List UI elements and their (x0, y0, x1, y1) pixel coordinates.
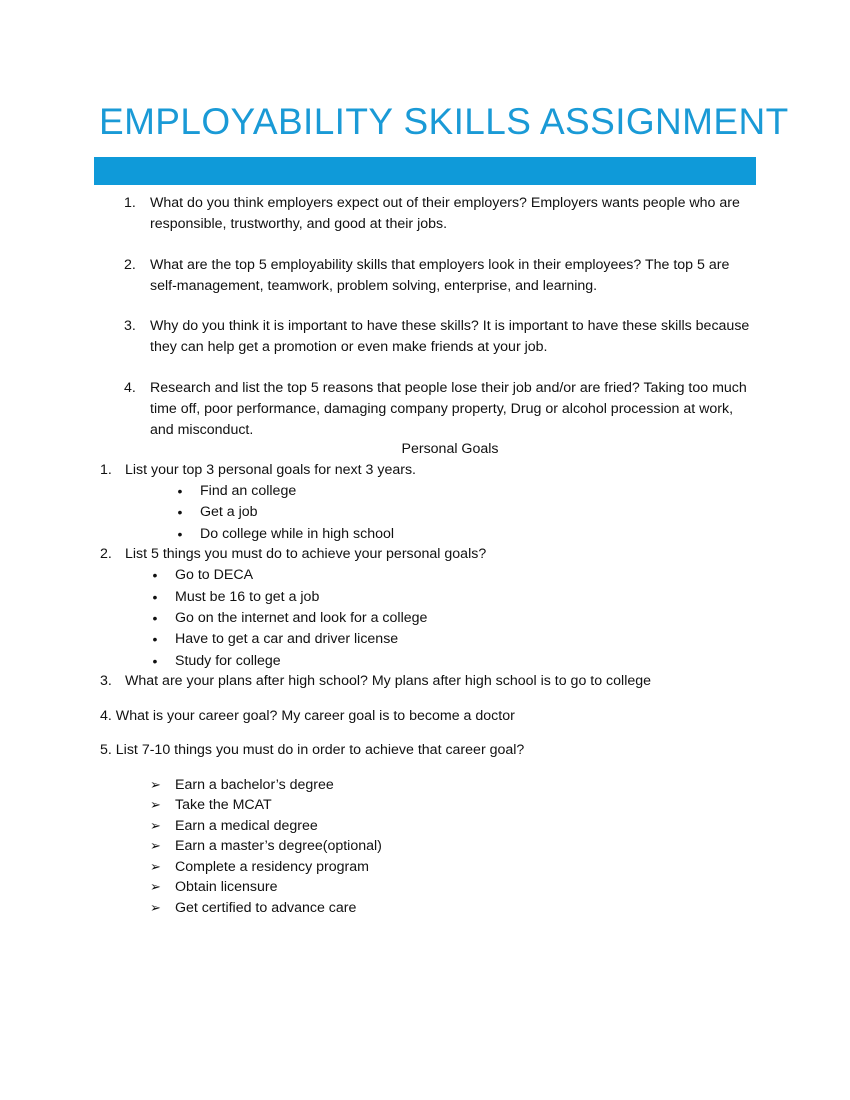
question-2 (124, 255, 754, 297)
bullet-icon: • (152, 567, 158, 583)
bullet-label: Go on the internet and look for a college (175, 610, 428, 626)
arrow-bullet-icon: ➢ (150, 818, 161, 833)
arrow-bullet-icon: ➢ (150, 879, 161, 894)
bullet-label: Get a job (200, 504, 258, 520)
question-text: What are the top 5 employability skills that employers look in their employees? The top 5 are self-management, teamwork, problem solving, enterprise, and learning. (150, 257, 730, 294)
bullet-icon: • (152, 589, 158, 605)
bullet-label: Go to DECA (175, 567, 254, 583)
arrow-bullet-icon: ➢ (150, 859, 161, 874)
bullet-label: Take the MCAT (175, 797, 272, 813)
question-text: What do you think employers expect out of their employers? Employers wants people who are responsible, trustworthy, and good at their jobs. (150, 195, 740, 232)
bullet-label: Obtain licensure (175, 879, 278, 895)
arrow-bullet-icon: ➢ (150, 838, 161, 853)
goal-5-text: List 7-10 things you must do in order to achieve that career goal? (115, 742, 525, 758)
goal-1-number: 1. (100, 462, 112, 478)
bullet-label: Earn a bachelor’s degree (175, 777, 334, 793)
bullet-icon: • (177, 526, 183, 542)
question-text: Research and list the top 5 reasons that people lose their job and/or are fried? Taking too much time off, poor performance, damaging company property, Drug or alcohol procession at work, and misconduct. (150, 380, 747, 438)
arrow-bullet-icon: ➢ (150, 900, 161, 915)
bullet-label: Do college while in high school (200, 526, 395, 542)
title-banner-bar (94, 157, 756, 185)
bullet-label: Get certified to advance care (175, 900, 357, 916)
document-title: EMPLOYABILITY SKILLS ASSIGNMENT (99, 101, 789, 142)
question-number: 1. (124, 195, 136, 211)
bullet-label: Must be 16 to get a job (175, 589, 320, 605)
bullet-icon: • (177, 504, 183, 520)
bullet-label: Earn a medical degree (175, 818, 318, 834)
question-number: 3. (124, 318, 136, 334)
arrow-bullet-icon: ➢ (150, 797, 161, 812)
goal-5 (100, 740, 524, 760)
goal-5-number: 5. (100, 742, 112, 758)
goal-4 (100, 706, 515, 726)
bullet-label: Study for college (175, 653, 281, 669)
bullet-label: Complete a residency program (175, 859, 369, 875)
goal-2-text: List 5 things you must do to achieve your personal goals? (125, 546, 487, 562)
bullet-label: Have to get a car and driver license (175, 631, 399, 647)
question-text: Why do you think it is important to have these skills? It is important to have these skills because they can help get a promotion or even make friends at your job. (150, 318, 750, 355)
bullet-label: Earn a master’s degree(optional) (175, 838, 382, 854)
bullet-icon: • (152, 631, 158, 647)
bullet-icon: • (152, 653, 158, 669)
arrow-bullet-icon: ➢ (150, 777, 161, 792)
bullet-label: Find an college (200, 483, 297, 499)
question-4 (124, 378, 754, 441)
section-heading-personal-goals: Personal Goals (401, 441, 499, 457)
goal-3-number: 3. (100, 673, 112, 689)
goal-1-text: List your top 3 personal goals for next 3 years. (125, 462, 417, 478)
goal-4-number: 4. (100, 708, 112, 724)
bullet-icon: • (152, 610, 158, 626)
bullet-icon: • (177, 483, 183, 499)
goal-4-text: What is your career goal? My career goal is to become a doctor (115, 708, 515, 724)
question-number: 4. (124, 380, 136, 396)
goal-2-number: 2. (100, 546, 112, 562)
question-3 (124, 316, 754, 358)
question-1 (124, 193, 754, 235)
question-number: 2. (124, 257, 136, 273)
goal-3-text: What are your plans after high school? My plans after high school is to go to college (125, 673, 652, 689)
